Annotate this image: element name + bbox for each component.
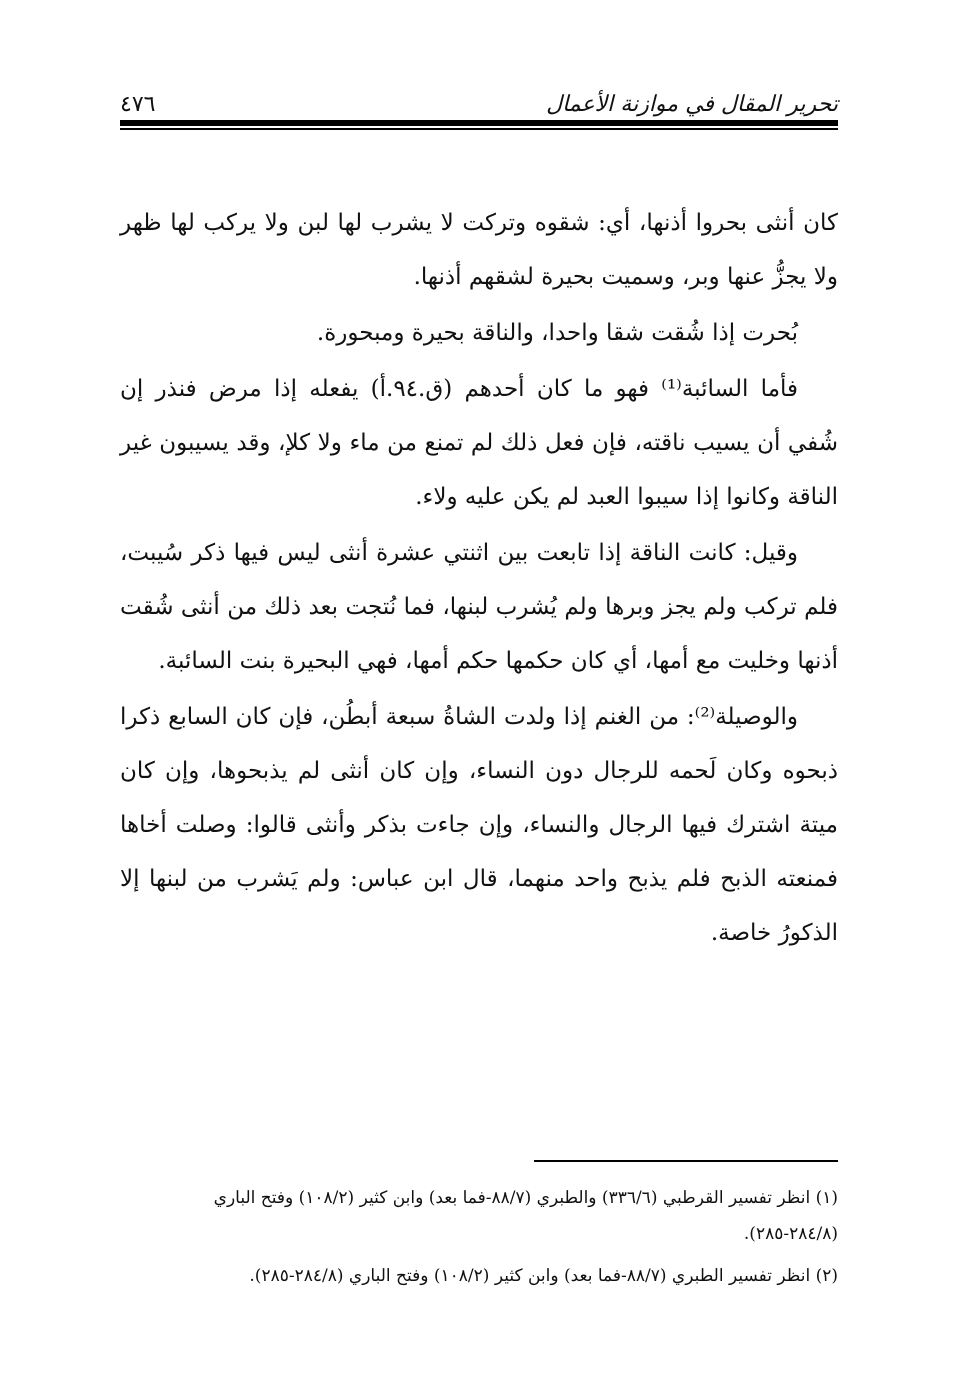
paragraph-4: وقيل: كانت الناقة إذا تابعت بين اثنتي عشرة أنثى ليس فيها ذكر سُيبت، فلم تركب ولم يجز وبرها ولم يُشرب لبنها، فما نُتجت بعد ذلك من أنثى شُقت أذنها وخليت مع أمها، أي كان حكمها حكم أمها، فهي البحيرة بنت السائبة.: [120, 540, 838, 674]
paragraph-2: بُحرت إذا شُقت شقا واحدا، والناقة بحيرة ومبحورة.: [316, 320, 798, 346]
page-number: ٤٧٦: [120, 92, 156, 117]
footnote-separator: [534, 1160, 838, 1162]
footnote-1: (١) انظر تفسير القرطبي (٣٣٦/٦) والطبري (٨٨/٧-فما بعد) وابن كثير (١٠٨/٢) وفتح الباري (٢٨٤/٨-٢٨٥).: [213, 1188, 838, 1244]
paragraph-3: فأما السائبة⁽¹⁾ فهو ما كان أحدهم (ق.٩٤.أ) يفعله إذا مرض فنذر إن شُفي أن يسيب ناقته، فإن فعل ذلك لم تمنع من ماء ولا كلإ، وقد يسيبون غير الناقة وكانوا إذا سيبوا العبد لم يكن عليه ولاء.: [120, 376, 838, 510]
footnotes: [120, 1180, 838, 1300]
running-title: تحرير المقال في موازنة الأعمال: [546, 92, 838, 117]
header-rule-thin: [120, 128, 838, 130]
header-rule-thick: [120, 120, 838, 126]
running-header: [120, 78, 838, 124]
paragraph-5: والوصيلة⁽²⁾: من الغنم إذا ولدت الشاةُ سبعة أبطُن، فإن كان السابع ذكرا ذبحوه وكان لَحمه للرجال دون النساء، وإن كان أنثى لم يذبحوها، وإن كان ميتة اشترك فيها الرجال والنساء، وإن جاءت بذكر وأنثى قالوا: وصلت أخاها فمنعته الذبح فلم يذبح واحد منهما، قال ابن عباس: ولم يَشرب من لبنها إلا الذكورُ خاصة.: [120, 704, 838, 946]
main-text: [120, 196, 838, 960]
paragraph-1: كان أنثى بحروا أذنها، أي: شقوه وتركت لا يشرب لها لبن ولا يركب لها ظهر ولا يجزُّ عنها وبر، وسميت بحيرة لشقهم أذنها.: [120, 210, 838, 290]
footnote-2: (٢) انظر تفسير الطبري (٨٨/٧-فما بعد) وابن كثير (١٠٨/٢) وفتح الباري (٢٨٤/٨-٢٨٥).: [249, 1266, 838, 1286]
